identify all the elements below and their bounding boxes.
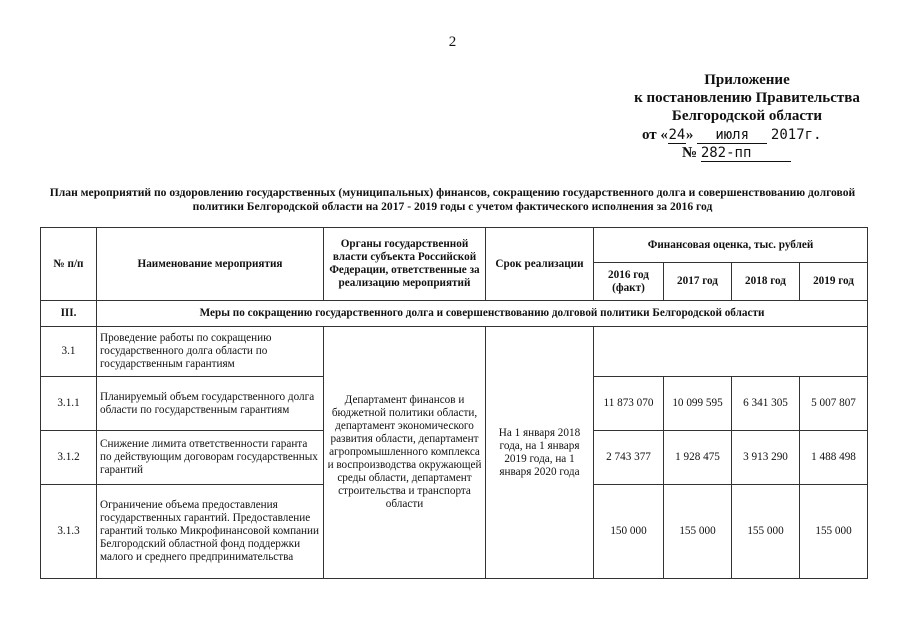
header-2019: 2019 год — [800, 263, 868, 301]
row-name: Планируемый объем государственного долга области по государственным гарантиям — [97, 377, 324, 431]
section-num: III. — [41, 301, 97, 327]
value-2018: 155 000 — [732, 485, 800, 579]
deadline-cell: На 1 января 2018 года, на 1 января 2019 года, на 1 января 2020 года — [486, 327, 594, 579]
header-row-1 — [41, 228, 868, 263]
table-row — [41, 327, 868, 377]
number-value: 282-пп — [701, 146, 791, 162]
value-2019: 1 488 498 — [800, 431, 868, 485]
header-2018: 2018 год — [732, 263, 800, 301]
appendix-region: Белгородской области — [671, 108, 823, 124]
value-2019: 155 000 — [800, 485, 868, 579]
header-financial: Финансовая оценка, тыс. рублей — [594, 228, 868, 263]
value-2018: 6 341 305 — [732, 377, 800, 431]
header-name: Наименование мероприятия — [97, 228, 324, 301]
date-day: 24 — [668, 127, 686, 143]
row-num: 3.1.3 — [41, 485, 97, 579]
header-deadline: Срок реализации — [486, 228, 594, 301]
date-month: июля — [697, 128, 767, 144]
row-num: 3.1 — [41, 327, 97, 377]
header-authorities: Органы государственной власти субъекта Российской Федерации, ответственные за реализацию мероприятий — [324, 228, 486, 301]
value-2019: 5 007 807 — [800, 377, 868, 431]
date-year: 2017г. — [770, 127, 822, 143]
header-2016: 2016 год (факт) — [594, 263, 664, 301]
value-2017: 1 928 475 — [664, 431, 732, 485]
date-prefix: от « — [642, 127, 668, 143]
plan-table — [40, 227, 868, 579]
value-2018: 3 913 290 — [732, 431, 800, 485]
row-name: Снижение лимита ответственности гаранта по действующим договорам государственных гарантий — [97, 431, 324, 485]
row-num: 3.1.1 — [41, 377, 97, 431]
authorities-cell: Департамент финансов и бюджетной политики области, департамент экономического развития области, департамент агропромышленного комплекса и воспроизводства окружающей среды области, департамент строительства и транспорта области — [324, 327, 486, 579]
row-name: Ограничение объема предоставления государственных гарантий. Предоставление гарантий только Микрофинансовой компании Белгородский областной фонд поддержки малого и среднего предпринимательства — [97, 485, 324, 579]
header-2017: 2017 год — [664, 263, 732, 301]
appendix-resolution: к постановлению Правительства — [634, 90, 860, 106]
value-2017: 155 000 — [664, 485, 732, 579]
row-name: Проведение работы по сокращению государственного долга области по государственным гарантиям — [97, 327, 324, 377]
value-2016: 150 000 — [594, 485, 664, 579]
plan-title: План мероприятий по оздоровлению государственных (муниципальных) финансов, сокращению государственного долга и совершенствованию долговой политики Белгородской области на 2017 - 2019 годы с учетом фактического исполнения за 2016 год — [49, 186, 856, 213]
number-prefix: № — [682, 145, 698, 161]
page-number: 2 — [448, 34, 457, 50]
value-2016: 11 873 070 — [594, 377, 664, 431]
appendix-title: Приложение — [704, 72, 790, 88]
row-num: 3.1.2 — [41, 431, 97, 485]
date-mid: » — [685, 127, 694, 143]
empty-financial-cell — [594, 327, 868, 377]
section-title: Меры по сокращению государственного долга и совершенствованию долговой политики Белгородской области — [97, 301, 868, 327]
value-2016: 2 743 377 — [594, 431, 664, 485]
header-num: № п/п — [41, 228, 97, 301]
appendix-block — [612, 71, 882, 162]
appendix-number — [612, 144, 882, 162]
appendix-date — [612, 126, 882, 144]
section-row — [41, 301, 868, 327]
value-2017: 10 099 595 — [664, 377, 732, 431]
